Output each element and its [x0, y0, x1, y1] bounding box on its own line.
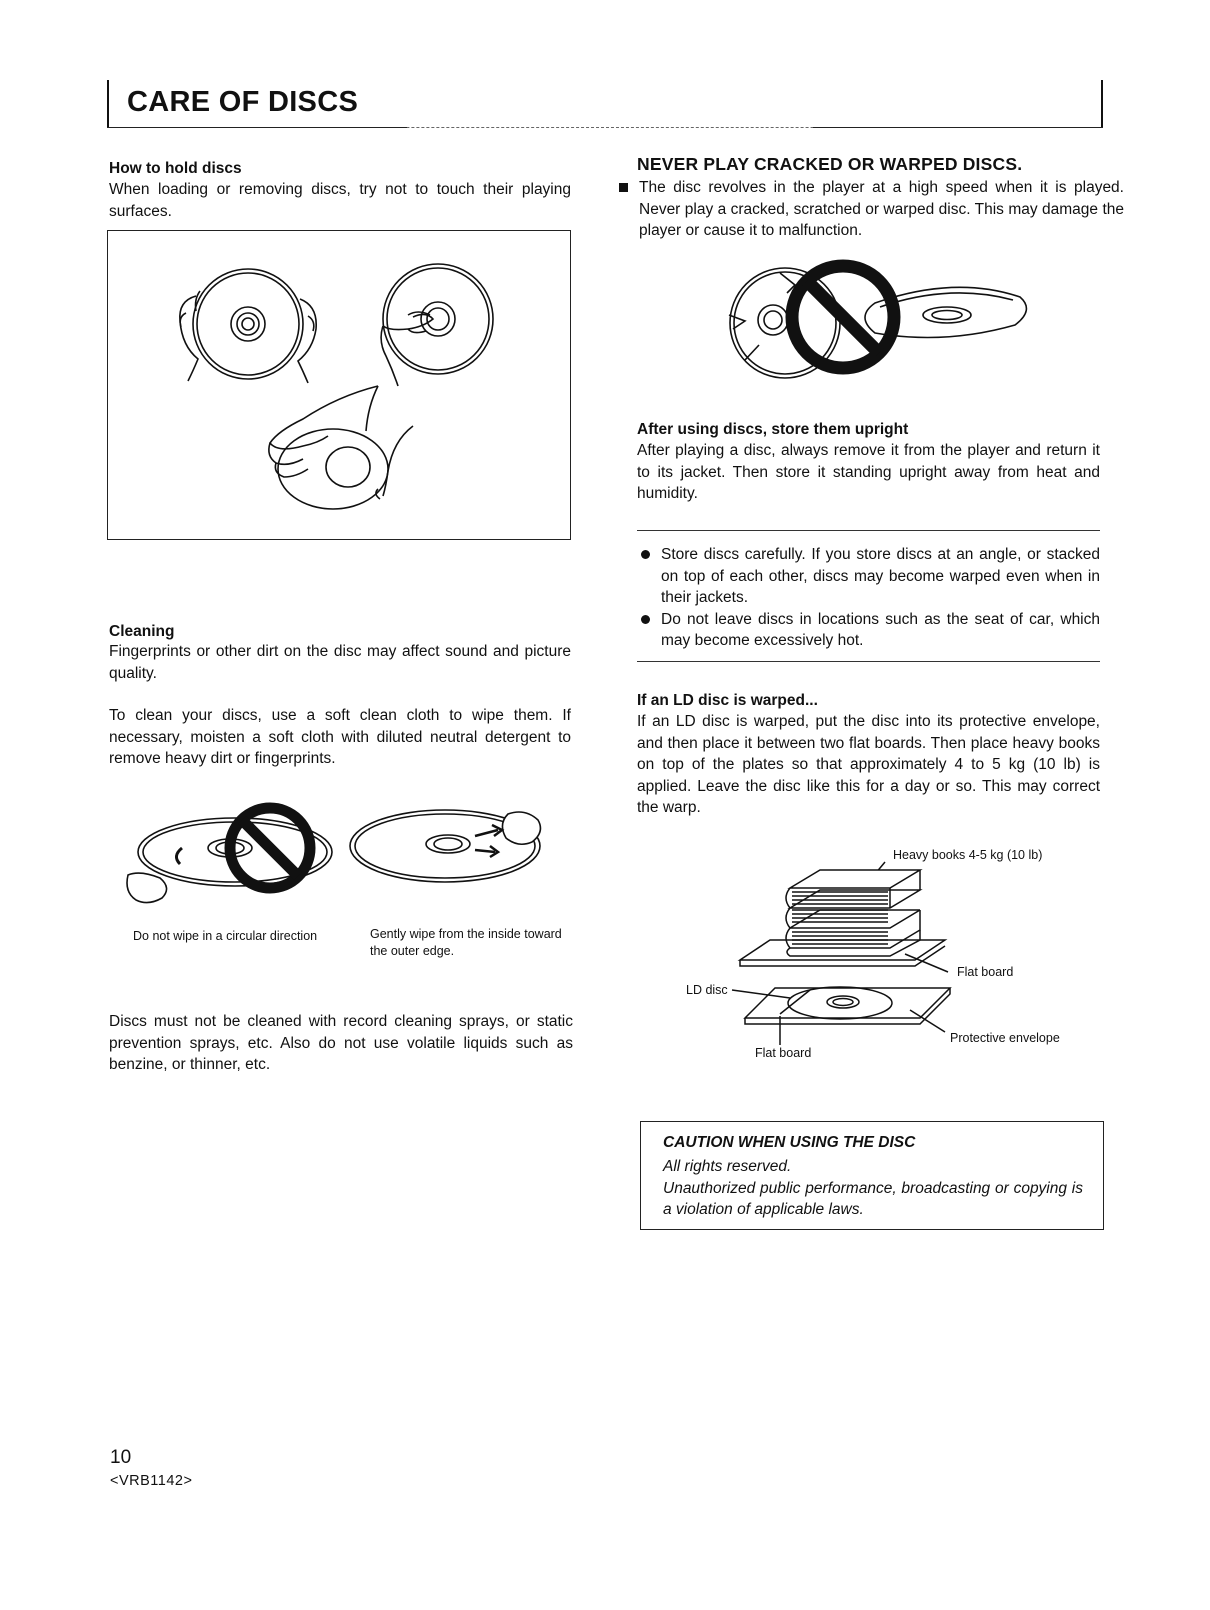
cleaning-heading: Cleaning: [109, 623, 175, 640]
caution-title: CAUTION WHEN USING THE DISC: [663, 1134, 916, 1151]
holding-discs-illustration: [108, 231, 570, 539]
label-protective-envelope: Protective envelope: [950, 1031, 1060, 1045]
round-bullet-icon: [641, 550, 650, 559]
prohibited-icon-warped: [792, 266, 894, 368]
header-underline-left: [107, 127, 407, 129]
cleaning-illustration: [120, 800, 560, 920]
label-flat-board-bottom: Flat board: [755, 1046, 812, 1060]
header-right-rule: [1101, 80, 1103, 128]
never-heading: NEVER PLAY CRACKED OR WARPED DISCS.: [637, 154, 1023, 174]
page-number: 10: [110, 1447, 132, 1468]
warped-disc-illustration: [725, 255, 1045, 395]
label-ld-disc: LD disc: [686, 983, 728, 997]
caution-box: [640, 1121, 1104, 1230]
label-flat-board-top: Flat board: [957, 965, 1014, 979]
hold-text: When loading or removing discs, try not to touch their playing surfaces.: [109, 181, 571, 220]
square-bullet-icon: [619, 183, 628, 192]
store-text: After playing a disc, always remove it from the player and return it to its jacket. Then store it standing upright away from heat and humidity.: [637, 442, 1100, 502]
never-bullet: [615, 177, 1124, 242]
list-item: Do not leave discs in locations such as the seat of car, which may become excessively hot.: [637, 609, 1100, 652]
store-heading: After using discs, store them upright: [637, 421, 909, 438]
divider-bottom: [637, 661, 1100, 662]
header-left-rule: [107, 80, 109, 128]
caption-wrong-wipe: Do not wipe in a circular direction: [133, 929, 318, 943]
caution-line-2: Unauthorized public performance, broadcasting or copying is a violation of applicable laws.: [663, 1180, 1083, 1218]
cleaning-text-1: Fingerprints or other dirt on the disc may affect sound and picture quality.: [109, 643, 571, 682]
cleaning-text-2: To clean your discs, use a soft clean cloth to wipe them. If necessary, moisten a soft cloth with diluted neutral detergent to remove heavy dirt or fingerprints.: [109, 707, 571, 767]
list-item: Store discs carefully. If you store discs at an angle, or stacked on top of each other, discs may become warped even when in their jackets.: [637, 544, 1100, 609]
warped-heading: If an LD disc is warped...: [637, 692, 818, 709]
label-heavy-books: Heavy books 4-5 kg (10 lb): [893, 848, 1043, 862]
caution-line-1: All rights reserved.: [663, 1158, 792, 1175]
page-header: [107, 78, 1103, 128]
round-bullet-icon: [641, 615, 650, 624]
header-underline-right: [813, 127, 1103, 129]
warped-text: If an LD disc is warped, put the disc into its protective envelope, and then place it between two flat boards. Then place heavy books on top of the plates so that approximately 4 to 5 kg (10 lb) is applied. Leave the disc like this for a day or so. This may correct the warp.: [637, 713, 1100, 816]
document-code: <VRB1142>: [110, 1473, 193, 1489]
page-title: CARE OF DISCS: [127, 86, 359, 118]
sprays-text: Discs must not be cleaned with record cleaning sprays, or static prevention sprays, etc. Also do not use volatile liquids such as benzine, or thinner, etc.: [109, 1013, 573, 1073]
never-text: The disc revolves in the player at a high speed when it is played. Never play a cracked, scratched or warped disc. This may damage the player or cause it to malfunction.: [639, 179, 1124, 239]
holding-illustration: [107, 230, 571, 540]
hold-heading: How to hold discs: [109, 160, 242, 177]
caption-correct-wipe: Gently wipe from the inside toward the outer edge.: [370, 927, 562, 958]
divider-top: [637, 530, 1100, 531]
store-bullets: [637, 544, 1100, 652]
